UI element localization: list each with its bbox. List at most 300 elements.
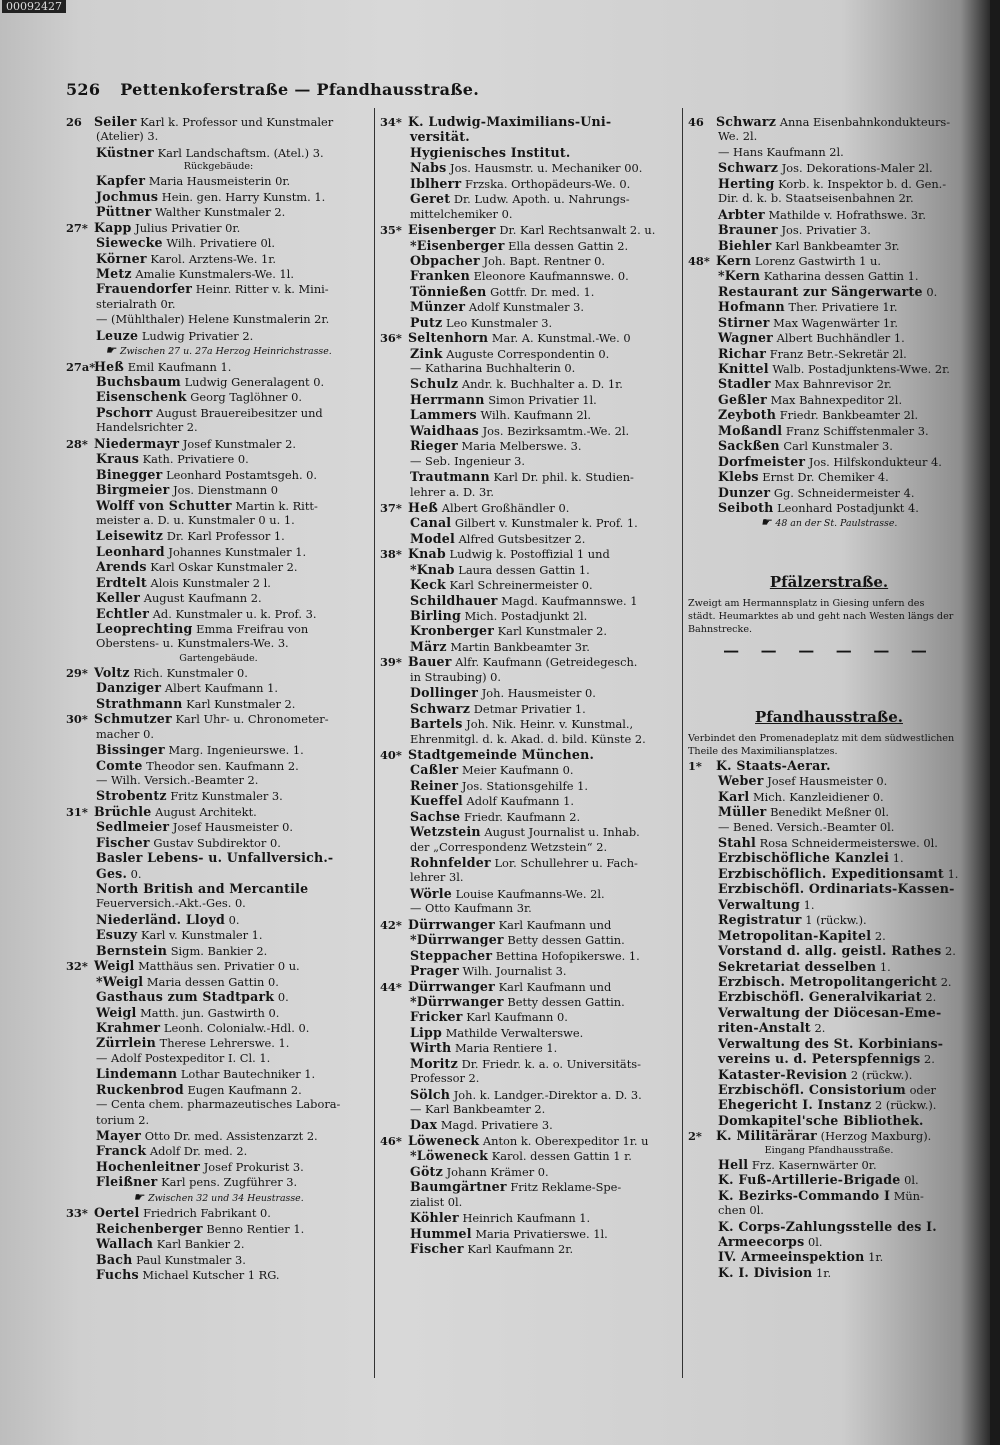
page-header [66, 80, 479, 99]
entry-text: Jos. Dienstmann 0 [173, 483, 278, 498]
caption-line [688, 732, 970, 745]
directory-entry [66, 974, 371, 989]
directory-entry [688, 1234, 970, 1249]
entry-text: Dr. Karl Professor 1. [166, 529, 285, 544]
entry-text: 2. [940, 974, 952, 989]
entry-text: mittelchemiker 0. [410, 206, 513, 221]
directory-entry [380, 160, 678, 175]
entry-text: Martin k. Ritt- [235, 498, 318, 513]
resident-name: Echtler [96, 605, 150, 621]
resident-name: Moßandl [718, 422, 783, 438]
resident-name: Niedermayr [94, 435, 180, 451]
entry-text: (Herzog Maxburg). [820, 1129, 932, 1144]
entry-text: Gartengebäude. [179, 652, 258, 664]
spacer [688, 531, 970, 549]
resident-name: Baumgärtner [410, 1179, 507, 1195]
entry-text: Lor. Schullehrer u. Fach- [494, 856, 638, 870]
directory-entry [688, 1219, 970, 1234]
directory-entry [380, 1179, 678, 1194]
directory-entry [688, 1172, 970, 1187]
resident-name: K. Fuß-Artillerie-Brigade [718, 1172, 901, 1188]
entry-text: Karl pens. Zugführer 3. [161, 1175, 298, 1190]
entry-text: Magd. Kaufmannswe. 1 [501, 593, 638, 608]
entry-text: Feuerversich.-Akt.-Ges. 0. [96, 896, 246, 911]
entry-text: Matth. jun. Gastwirth 0. [140, 1005, 280, 1020]
resident-name: riten-Anstalt [718, 1020, 811, 1036]
resident-name: *Dürrwanger [410, 993, 504, 1009]
resident-name: Lipp [410, 1024, 443, 1040]
directory-entry [66, 129, 371, 144]
entry-text: Max Bahnrevisor 2r. [774, 377, 892, 392]
entry-text: Karl Bankbeamter 3r. [775, 238, 900, 253]
resident-name: Fischer [96, 834, 150, 850]
resident-name: Stadler [718, 376, 771, 392]
entry-text: Verbindet den Promenadeplatz mit dem südwestlichen [688, 732, 955, 744]
directory-entry [380, 1102, 678, 1117]
directory-entry [66, 1221, 371, 1236]
directory-entry [66, 235, 371, 250]
directory-entry [66, 1252, 371, 1267]
entry-text: Gg. Schneidermeister 4. [773, 485, 915, 500]
entry-text: Michael Kutscher 1 RG. [142, 1267, 280, 1282]
directory-entry [380, 361, 678, 376]
resident-name: Gasthaus zum Stadtpark [96, 989, 275, 1005]
directory-entry [380, 778, 678, 793]
directory-entry [380, 1148, 678, 1163]
entry-text: — Katharina Buchhalterin 0. [410, 361, 576, 375]
entry-text: Max Wagenwärter 1r. [773, 315, 898, 330]
entry-text: August Journalist u. Inhab. [484, 825, 640, 840]
directory-entry [380, 654, 678, 669]
entry-text: Jos. Bezirksamtm.-We. 2l. [482, 423, 630, 438]
directory-entry [380, 809, 678, 824]
entry-text: Korb. k. Inspektor b. d. Gen.- [778, 176, 947, 191]
pointing-hand-icon: ☛ [133, 1189, 145, 1204]
entry-text: 0. [277, 990, 289, 1005]
entry-text: 2. [874, 928, 886, 943]
resident-name: Seltenhorn [408, 330, 489, 346]
resident-name: Richar [718, 345, 767, 361]
directory-entry [66, 451, 371, 466]
directory-entry [66, 1143, 371, 1158]
directory-entry [688, 928, 970, 943]
resident-name: Bach [96, 1251, 133, 1267]
directory-entry [66, 1005, 371, 1020]
directory-entry [688, 1020, 970, 1035]
directory-entry [688, 835, 970, 850]
directory-entry [66, 850, 371, 865]
entry-text: Laura dessen Gattin 1. [458, 562, 590, 577]
entry-text: Julius Privatier 0r. [135, 220, 241, 235]
directory-entry [380, 485, 678, 500]
resident-name: Birgmeier [96, 482, 170, 498]
resident-name: Fuchs [96, 1266, 139, 1282]
caption-line [66, 160, 371, 173]
directory-entry [688, 392, 970, 407]
entry-text: 1r. [868, 1250, 884, 1265]
entry-text: torium 2. [96, 1112, 150, 1127]
entry-text: Ludwig Generalagent 0. [184, 375, 325, 389]
directory-entry [66, 881, 371, 896]
directory-entry [66, 927, 371, 942]
directory-entry [380, 716, 678, 731]
entry-text: Max Bahnexpeditor 2l. [770, 392, 903, 407]
resident-name: Leonhard [96, 543, 165, 559]
resident-name: Metropolitan-Kapitel [718, 927, 872, 943]
resident-name: Moritz [410, 1055, 458, 1071]
resident-name: Dürrwanger [408, 916, 495, 932]
directory-entry [380, 623, 678, 638]
entry-text: Eingang Pfandhausstraße. [764, 1144, 894, 1156]
entry-text: Oberstens- u. Kunstmalers-We. 3. [96, 636, 289, 651]
entry-text: Joh. k. Landger.-Direktor a. D. 3. [453, 1087, 642, 1102]
resident-name: Jochmus [96, 188, 159, 204]
entry-text: Zwischen 27 u. 27a Herzog Heinrichstrasse. [120, 346, 332, 358]
directory-entry [688, 361, 970, 376]
entry-text: Franz Schiffstenmaler 3. [785, 423, 929, 438]
house-number: 36* [380, 331, 402, 346]
entry-text: Frzska. Orthopädeurs-We. 0. [464, 176, 631, 191]
directory-entry [66, 204, 371, 219]
entry-text: macher 0. [96, 726, 154, 741]
entry-text: 1r. [816, 1265, 832, 1280]
directory-entry [66, 312, 371, 327]
resident-name: Leuze [96, 327, 139, 343]
directory-entry [66, 819, 371, 834]
entry-text: Jos. Hilfskondukteur 4. [808, 454, 942, 469]
directory-entry [380, 284, 678, 299]
directory-entry [688, 1067, 970, 1082]
resident-name: Stirner [718, 314, 770, 330]
directory-entry [66, 467, 371, 482]
resident-name: Frauendorfer [96, 281, 193, 297]
directory-entry [66, 788, 371, 803]
directory-entry [380, 1133, 678, 1148]
directory-entry [380, 762, 678, 777]
directory-entry [66, 1051, 371, 1066]
cross-street-note [66, 1190, 371, 1205]
entry-text: Ella dessen Gattin 2. [508, 238, 629, 253]
resident-name: März [410, 638, 447, 654]
entry-text: (Atelier) 3. [96, 129, 159, 144]
entry-text: — Wilh. Versich.-Beamter 2. [96, 772, 259, 787]
resident-name: Bauer [408, 654, 452, 670]
spacer [688, 684, 970, 702]
directory-entry [380, 593, 678, 608]
directory-entry [688, 284, 970, 299]
resident-name: Rieger [410, 438, 458, 454]
resident-name: Köhler [410, 1210, 459, 1226]
entry-text: Heinr. Ritter v. k. Mini- [195, 282, 329, 297]
directory-entry [688, 315, 970, 330]
pointing-hand-icon: ☛ [105, 343, 117, 358]
resident-name: Registratur [718, 912, 802, 928]
directory-entry [66, 1205, 371, 1220]
house-number: 44* [380, 979, 402, 994]
resident-name: Dollinger [410, 685, 479, 701]
resident-name: Arbter [718, 206, 765, 222]
resident-name: Krahmer [96, 1019, 161, 1035]
directory-entry [688, 1036, 970, 1051]
resident-name: Klebs [718, 469, 759, 485]
directory-entry [66, 1236, 371, 1251]
resident-name: Zeyboth [718, 407, 777, 423]
directory-entry [688, 989, 970, 1004]
directory-entry [688, 145, 970, 160]
directory-entry [688, 1113, 970, 1128]
resident-name: Sedlmeier [96, 819, 170, 835]
entry-text: Joh. Hausmeister 0. [481, 686, 596, 701]
entry-text: Bettina Hofopikerswe. 1. [495, 948, 640, 963]
resident-name: *Löweneck [410, 1148, 489, 1164]
entry-text: Karl Kaufmann 2r. [467, 1241, 574, 1256]
directory-entry [66, 866, 371, 881]
directory-entry [66, 912, 371, 927]
resident-name: IV. Armeeinspektion [718, 1249, 865, 1265]
entry-text: Leo Kunstmaler 3. [446, 315, 553, 330]
entry-text: Carl Kunstmaler 3. [783, 439, 893, 454]
directory-entry [688, 881, 970, 896]
directory-entry [66, 482, 371, 497]
entry-text: 2 (rückw.). [874, 1098, 937, 1113]
resident-name: Nabs [410, 160, 447, 176]
entry-text: Johannes Kunstmaler 1. [168, 544, 307, 559]
entry-text: Karl k. Professor und Kunstmaler [140, 115, 334, 129]
resident-name: Dorfmeister [718, 453, 806, 469]
directory-entry [66, 328, 371, 343]
entry-text: Karl v. Kunstmaler 1. [140, 928, 263, 943]
directory-entry [66, 498, 371, 513]
entry-text: oder [909, 1083, 936, 1097]
directory-entry [688, 1249, 970, 1264]
directory-entry [66, 1267, 371, 1282]
resident-name: Armeecorps [718, 1233, 805, 1249]
directory-entry [380, 531, 678, 546]
page-number: 526 [66, 80, 101, 99]
resident-name: Leoprechting [96, 621, 193, 636]
entry-text: 0. [130, 866, 142, 881]
entry-text: Jos. Stationsgehilfe 1. [461, 778, 588, 793]
resident-name: Löweneck [408, 1132, 480, 1148]
directory-entry [380, 1117, 678, 1132]
entry-text: Mich. Postadjunkt 2l. [464, 609, 588, 623]
entry-text: lehrer a. D. 3r. [410, 484, 495, 499]
entry-text: Johann Krämer 0. [446, 1164, 549, 1179]
resident-name: Brüchle [94, 803, 152, 819]
entry-text: der „Correspondenz Wetzstein“ 2. [410, 839, 608, 854]
directory-entry [380, 824, 678, 839]
directory-entry [380, 855, 678, 870]
resident-name: Weigl [94, 958, 135, 974]
directory-entry [380, 1210, 678, 1225]
directory-entry [380, 268, 678, 283]
directory-entry [380, 145, 678, 160]
entry-text: Emil Kaufmann 1. [127, 359, 232, 374]
resident-name: Rohnfelder [410, 855, 491, 870]
house-number: 28* [66, 436, 88, 451]
directory-entry [688, 1051, 970, 1066]
directory-entry [66, 1128, 371, 1143]
resident-name: K. Militärärar [716, 1128, 818, 1144]
house-number: 42* [380, 917, 402, 932]
resident-name: Kataster-Revision [718, 1066, 848, 1082]
directory-entry [380, 546, 678, 561]
directory-entry [66, 389, 371, 404]
directory-entry [66, 359, 371, 374]
entry-text: August Brauereibesitzer und [156, 405, 323, 420]
entry-text: — Otto Kaufmann 3r. [410, 901, 532, 916]
directory-entry [66, 145, 371, 160]
caption-line [688, 597, 970, 610]
column-left [66, 114, 371, 1282]
entry-text: Dr. Ludw. Apoth. u. Nahrungs- [453, 192, 630, 207]
resident-name: Tönnießen [410, 283, 487, 299]
directory-entry [380, 732, 678, 747]
entry-text: 1. [892, 851, 904, 866]
directory-entry [688, 974, 970, 989]
entry-text: Karol. dessen Gattin 1 r. [491, 1149, 632, 1164]
resident-name: Eisenberger [408, 222, 496, 238]
resident-name: Schmutzer [94, 711, 172, 727]
resident-name: Ruckenbrod [96, 1081, 184, 1097]
entry-text: 0. [228, 912, 240, 927]
entry-text: Magd. Privatiere 3. [440, 1118, 553, 1133]
entry-text: Friedr. Kaufmann 2. [464, 809, 581, 824]
resident-name: Sekretariat desselben [718, 958, 877, 974]
entry-text: 2. [925, 990, 937, 1005]
directory-entry [66, 266, 371, 281]
entry-text: Amalie Kunstmalers-We. 1l. [135, 266, 294, 281]
entry-text: Joh. Bapt. Rentner 0. [483, 253, 605, 268]
directory-entry [380, 129, 678, 144]
entry-text: Maria Melberswe. 3. [461, 439, 582, 454]
entry-text: Gilbert v. Kunstmaler k. Prof. 1. [454, 516, 638, 531]
directory-entry [66, 1066, 371, 1081]
entry-text: 0l. [807, 1234, 823, 1249]
directory-entry [380, 932, 678, 947]
directory-entry [380, 207, 678, 222]
entry-text: Karl Oskar Kunstmaler 2. [150, 560, 298, 575]
resident-name: Heß [94, 358, 125, 374]
directory-entry [688, 1203, 970, 1218]
resident-name: Götz [410, 1163, 443, 1179]
directory-entry [66, 189, 371, 204]
entry-text: Walb. Postadjunktens-Wwe. 2r. [772, 362, 950, 376]
house-number: 29* [66, 665, 88, 680]
directory-entry [688, 376, 970, 391]
directory-entry [66, 636, 371, 651]
entry-text: 1. [803, 897, 815, 912]
resident-name: Hofmann [718, 299, 785, 315]
resident-name: K. I. Division [718, 1264, 813, 1280]
directory-entry [66, 220, 371, 235]
resident-name: Brauner [718, 222, 778, 238]
entry-text: Maria Rentiere 1. [454, 1041, 558, 1056]
resident-name: Münzer [410, 299, 466, 315]
caption-line [688, 623, 970, 636]
entry-text: meister a. D. u. Kunstmaler 0 u. 1. [96, 512, 295, 527]
resident-name: Erzbischöfl. Generalvikariat [718, 989, 922, 1005]
directory-entry [66, 436, 371, 451]
directory-entry [380, 392, 678, 407]
entry-text: lehrer 3l. [410, 870, 464, 885]
resident-name: Hummel [410, 1225, 472, 1241]
entry-text: Joh. Nik. Heinr. v. Kunstmal., [466, 717, 634, 732]
entry-text: Karl Kaufmann 0. [466, 1010, 568, 1025]
resident-name: Eisenschenk [96, 389, 187, 405]
resident-name: Franken [410, 268, 470, 284]
directory-entry [380, 1226, 678, 1241]
resident-name: Franck [96, 1143, 147, 1159]
entry-text: Friedrich Fabrikant 0. [143, 1206, 271, 1221]
entry-text: Josef Hausmeister 0. [172, 820, 293, 835]
resident-name: Küstner [96, 144, 154, 160]
directory-entry [380, 176, 678, 191]
entry-text: Josef Hausmeister 0. [767, 774, 888, 789]
directory-entry [380, 407, 678, 422]
entry-text: Rosa Schneidermeisterswe. 0l. [759, 836, 938, 850]
directory-entry [66, 1097, 371, 1112]
entry-text: Anton k. Oberexpeditor 1r. u [482, 1133, 649, 1148]
resident-name: Birling [410, 608, 461, 623]
resident-name: Kern [716, 252, 752, 268]
directory-entry [66, 1082, 371, 1097]
resident-name: Zürrlein [96, 1035, 156, 1051]
directory-entry [688, 897, 970, 912]
entry-text: Ernst Dr. Chemiker 4. [762, 470, 889, 485]
entry-text: Benno Rentier 1. [206, 1221, 305, 1236]
house-number: 39* [380, 655, 402, 670]
entry-text: We. 2l. [718, 129, 758, 144]
resident-name: Reiner [410, 777, 459, 793]
directory-entry [66, 405, 371, 420]
directory-entry [66, 251, 371, 266]
resident-name: Model [410, 530, 455, 546]
entry-text: Betty dessen Gattin. [507, 933, 625, 948]
directory-entry [66, 281, 371, 296]
entry-text: Auguste Correspondentin 0. [446, 346, 610, 361]
resident-name: Sölch [410, 1086, 451, 1102]
directory-entry [688, 207, 970, 222]
directory-entry [380, 747, 678, 762]
resident-name: K. Ludwig-Maximilians-Uni- [408, 114, 612, 129]
house-number: 30* [66, 712, 88, 727]
resident-name: Müller [718, 804, 767, 820]
resident-name: Herrmann [410, 391, 485, 407]
entry-text: 2 (rückw.). [850, 1067, 913, 1082]
entry-text: Josef Kunstmaler 2. [182, 436, 296, 451]
resident-name: Oertel [94, 1205, 140, 1221]
resident-name: Kapp [94, 219, 132, 235]
directory-entry [380, 191, 678, 206]
column-middle [380, 114, 678, 1256]
directory-entry [688, 1157, 970, 1172]
directory-entry [688, 160, 970, 175]
entry-text: Therese Lehrerswe. 1. [159, 1036, 290, 1051]
entry-text: Martin Bankbeamter 3r. [450, 639, 590, 654]
entry-text: Mich. Kanzleidiener 0. [752, 789, 884, 804]
directory-entry [380, 114, 678, 129]
resident-name: Dax [410, 1117, 438, 1133]
directory-entry [66, 665, 371, 680]
directory-entry [688, 943, 970, 958]
entry-text: Jos. Privatier 3. [781, 223, 871, 238]
entry-text: Walther Kunstmaler 2. [155, 205, 286, 220]
resident-name: Reichenberger [96, 1220, 203, 1236]
directory-entry [380, 901, 678, 916]
resident-name: Fricker [410, 1009, 463, 1025]
entry-text: Andr. k. Buchhalter a. D. 1r. [461, 377, 623, 392]
